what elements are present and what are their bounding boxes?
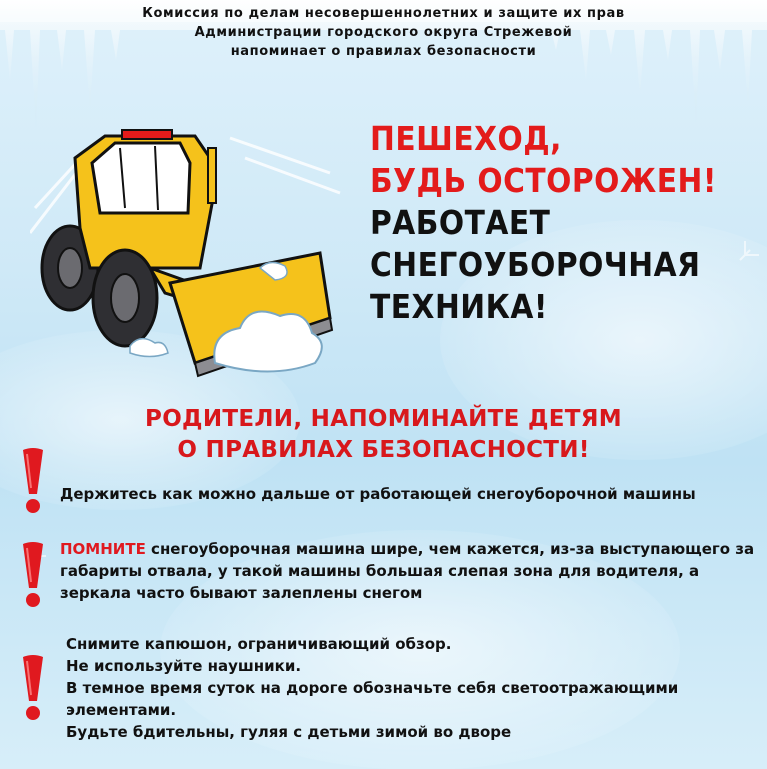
headline-red-line-1: ПЕШЕХОД, (370, 119, 562, 158)
rule-remember (60, 538, 760, 604)
parents-banner-line-1: РОДИТЕЛИ, НАПОМИНАЙТЕ ДЕТЯМ (145, 406, 622, 432)
parents-banner (0, 404, 767, 466)
header (0, 4, 767, 61)
rule-remember-accent: ПОМНИТЕ (60, 540, 146, 558)
exclamation-icon (16, 655, 50, 723)
header-line-3: напоминает о правилах безопасности (230, 44, 537, 59)
rule-list-item: Не используйте наушники. (66, 657, 302, 675)
header-line-2: Администрации городского округа Стрежевой (194, 25, 573, 40)
snowplow-illustration (30, 118, 360, 388)
exclamation-icon (16, 542, 50, 610)
rule-list-item: элементами. (66, 701, 177, 719)
rule-list-item: Снимите капюшон, ограничивающий обзор. (66, 635, 452, 653)
rule-list-item: В темное время суток на дороге обозначьте себя светоотражающими (66, 679, 679, 697)
headline-black-line-3: ТЕХНИКА! (370, 287, 548, 326)
rule-list (66, 633, 766, 743)
header-line-1: Комиссия по делам несовершеннолетних и защите их прав (142, 6, 625, 21)
rule-list-item: Будьте бдительны, гуляя с детьми зимой во дворе (66, 723, 512, 741)
headline-black-line-2: СНЕГОУБОРОЧНАЯ (370, 245, 701, 284)
headline (370, 118, 717, 328)
rule-remember-text: снегоуборочная машина шире, чем кажется, из-за выступающего за габариты отвала, у такой машины большая слепая зона для водителя, а зеркала часто бывают залеплены снегом (60, 540, 755, 602)
headline-red-line-2: БУДЬ ОСТОРОЖЕН! (370, 161, 717, 200)
headline-black-line-1: РАБОТАЕТ (370, 203, 551, 242)
exclamation-icon (16, 448, 50, 516)
parents-banner-line-2: О ПРАВИЛАХ БЕЗОПАСНОСТИ! (177, 437, 590, 463)
rule-keep-distance: Держитесь как можно дальше от работающей снегоуборочной машины (60, 485, 696, 503)
